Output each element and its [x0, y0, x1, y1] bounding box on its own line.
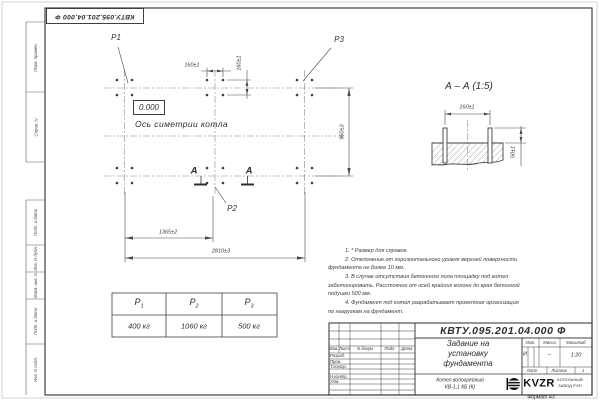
product-name-line-1: Котел водогрейный — [436, 377, 484, 383]
lit-label: Лит. — [525, 339, 536, 345]
scale-value: 1:20 — [570, 352, 582, 359]
loads-header-p1: $Р_1$ — [134, 296, 144, 310]
title-line-1: Задание на — [446, 339, 490, 348]
margin-cell-vzam-inv: Взам. инв. N — [33, 272, 38, 299]
row-label-prov: Пров. — [330, 358, 342, 364]
col-header-list: Лист — [339, 345, 350, 351]
sheets-value: 1 — [581, 367, 585, 373]
note-line: подушки 500 мм. — [328, 291, 372, 298]
note-line: фундамента не более 10 мм. — [328, 265, 405, 272]
sheets-label: Листов — [551, 367, 567, 373]
row-label-utv: Утв. — [330, 378, 340, 384]
point-label-p1: P1 — [111, 33, 121, 42]
loads-value-p2: 1060 кг — [180, 321, 208, 331]
sheet-label: Лист — [526, 367, 538, 373]
margin-cell-inv-podl: Инв. N подл. — [33, 356, 38, 383]
sheet-frame — [2, 2, 597, 398]
dim-overall-span: 2810±3 — [211, 248, 231, 255]
margin-cell-podp-data-2: Подп. и дата — [33, 308, 38, 335]
corner-stamp — [46, 8, 144, 24]
symmetry-axis-label: Ось симетрии котла — [135, 119, 229, 129]
dim-bolt-spacing-v: 160±1 — [236, 55, 243, 71]
col-header-data: Дата — [401, 345, 413, 351]
format-label: Формат А3 — [527, 394, 555, 400]
product-name-line-2: КВ-1,1 КБ (К) — [444, 384, 476, 390]
lit-value: И — [523, 351, 527, 358]
elevation-marker — [133, 100, 165, 115]
technical-notes — [328, 247, 520, 317]
row-label-tkontr: Т.контр. — [330, 363, 347, 369]
dim-mid-span: 1365±2 — [158, 229, 178, 236]
dim-section-height: 50±1 — [510, 145, 517, 159]
kvzr-logo-caption-1: КОТЕЛЬНЫЙ — [557, 378, 583, 383]
title-block-doc-number: КВТУ.095.201.04.000 Ф — [440, 324, 566, 337]
section-view — [414, 128, 524, 172]
col-header-doc: N докум. — [357, 345, 374, 351]
dim-section-spacing: 160±1 — [459, 104, 475, 111]
elevation-value: 0.000 — [138, 103, 160, 112]
loads-header-p3: $Р_3$ — [244, 296, 254, 310]
loads-header-p2: $Р_2$ — [189, 296, 199, 310]
kvzr-logo-emblem — [507, 378, 522, 390]
note-line: 1. * Размер для справок. — [345, 248, 408, 254]
margin-cell-inv-dubl: Инв. N дубл. — [33, 246, 38, 271]
section-letter-right: А — [245, 165, 253, 177]
mass-value: – — [547, 351, 552, 358]
corner-stamp-doc-number: КВТУ.095.201.04.000 Ф — [55, 12, 135, 20]
point-label-p2: P2 — [227, 204, 237, 213]
margin-cell-sprav-n: Справ. N — [32, 118, 38, 136]
note-line: забетонировать. Расстояние от осей крайних колонн до края бетонной — [328, 282, 520, 289]
scale-label: Масштаб — [566, 339, 586, 345]
margin-cell-perv-primen: Перв. примен. — [33, 42, 38, 72]
kvzr-logo-caption-2: ЗАВОД РЭП — [558, 383, 582, 388]
dim-bolt-spacing-h: 160±1 — [184, 62, 200, 69]
margin-cell-podp-data-1: Подп. и дата — [33, 209, 38, 236]
plan-centerlines — [104, 70, 468, 194]
col-header-podp: Подп. — [384, 345, 396, 351]
mass-label: Масса — [543, 339, 556, 345]
row-label-razrab: Разраб. — [330, 353, 346, 358]
note-line: по нагрузкам на фундамент. — [328, 308, 404, 315]
kvzr-logo-text: KVZR — [523, 377, 555, 390]
row-label-nkontr: Н.контр. — [330, 373, 348, 379]
note-line: 3. В случае отсутствия бетонного пола площадку под котел — [345, 274, 509, 281]
col-header-izm: Изм. — [329, 345, 339, 351]
note-line: 4. Фундамент под котел разрабатывает проектная организация — [345, 300, 519, 307]
loads-value-p3: 500 кг — [238, 321, 260, 331]
title-line-3: фундамента — [443, 359, 493, 368]
section-view-title: А – А (1:5) — [445, 81, 493, 92]
title-line-2: установку — [448, 349, 488, 358]
loads-value-p1: 400 кг — [128, 321, 150, 331]
note-line: 2. Отклонение от горизонтального уровня верхней поверхности — [345, 256, 518, 263]
dim-row-span: 960±3 — [339, 124, 346, 140]
plan-anchor-bolts — [116, 79, 314, 185]
section-letter-left: А — [190, 165, 198, 177]
point-label-p3: P3 — [334, 35, 344, 44]
